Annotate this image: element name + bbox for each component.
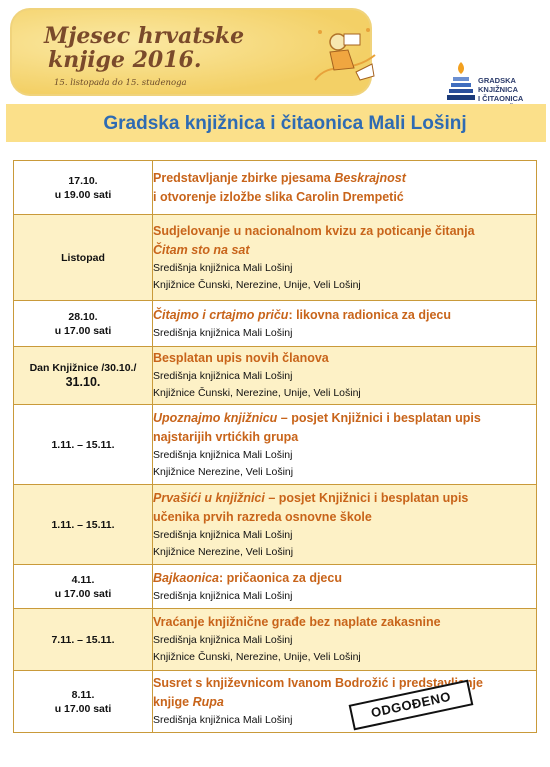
event-time: u 17.00 sati: [54, 702, 112, 715]
event-date-line2: 31.10.: [65, 375, 101, 389]
event-description: [153, 609, 537, 671]
event-date-line1: 1.11. – 15.11.: [51, 438, 115, 451]
event-date-line1: Listopad: [61, 251, 105, 264]
event-location: Knjižnice Nerezine, Veli Lošinj: [153, 465, 294, 478]
banner-subtitle: 15. listopada do 15. studenoga: [54, 78, 187, 88]
event-location: Središnja knjižnica Mali Lošinj: [153, 714, 293, 726]
logo-line1: GRADSKA KNJIŽNICA: [478, 76, 519, 94]
event-title: [153, 409, 536, 428]
table-row: [14, 215, 537, 301]
event-date: [14, 347, 153, 405]
event-date-line1: 28.10.: [68, 310, 98, 323]
event-date: [14, 671, 153, 733]
event-title-text: Predstavljanje zbirke pjesama: [153, 170, 335, 185]
table-row: [14, 301, 537, 347]
event-description: [153, 161, 537, 215]
event-title: [153, 489, 536, 508]
event-title-italic: Čitam sto na sat: [153, 242, 250, 257]
table-row: [14, 609, 537, 671]
banner-title-line2: knjige 2016.: [48, 47, 202, 73]
event-title-italic: Čitajmo i crtajmo priču: [153, 307, 289, 322]
event-title-line2: [153, 693, 536, 712]
banner-title: [44, 24, 244, 72]
event-date-line1: 8.11.: [71, 688, 95, 701]
event-title-line2: [153, 241, 536, 260]
event-title-line2: učenika prvih razreda osnovne škole: [153, 509, 372, 524]
event-description: [153, 485, 537, 565]
event-location: Knjižnice Nerezine, Veli Lošinj: [153, 545, 294, 558]
event-location: Knjižnice Čunski, Nerezine, Unije, Veli Lošinj: [153, 651, 361, 663]
event-time: u 17.00 sati: [54, 587, 112, 600]
library-title: Gradska knjižnica i čitaonica Mali Lošinj: [103, 113, 467, 134]
event-schedule-table: [13, 160, 537, 733]
event-date: [14, 485, 153, 565]
event-title-text: : pričaonica za djecu: [219, 570, 342, 585]
event-date: [14, 161, 153, 215]
table-row: [14, 565, 537, 609]
table-row: [14, 405, 537, 485]
event-location: Središnja knjižnica Mali Lošinj: [153, 528, 293, 541]
event-title-italic: Bajkaonica: [153, 570, 220, 585]
event-title: Vraćanje knjižnične građe bez naplate zakasnine: [153, 615, 441, 629]
event-title-text: : likovna radionica za djecu: [288, 307, 452, 322]
event-title: Besplatan upis novih članova: [153, 351, 329, 365]
event-location: Središnja knjižnica Mali Lošinj: [153, 261, 293, 274]
banner-title-line1: Mjesec hrvatske: [44, 23, 245, 49]
event-title-text: knjige: [153, 695, 193, 709]
event-date-line1: 7.11. – 15.11.: [51, 633, 115, 646]
event-description: [153, 671, 537, 733]
library-logo-icon: [446, 60, 476, 106]
event-title: [153, 569, 536, 588]
table-row: [14, 161, 537, 215]
event-title-italic: Upoznajmo knjižnicu: [153, 410, 278, 425]
event-title: [153, 306, 536, 325]
event-date: [14, 565, 153, 609]
event-title: [153, 169, 536, 188]
event-title-line2: najstarijih vrtićkih grupa: [153, 429, 299, 444]
event-date-line1: Dan Knjižnice /30.10./: [29, 362, 137, 374]
event-date: [14, 301, 153, 347]
postponed-stamp: ODGOĐENO: [349, 680, 474, 731]
event-title-italic: Rupa: [192, 695, 224, 709]
event-time: u 19.00 sati: [54, 188, 112, 201]
event-location: Knjižnice Čunski, Nerezine, Unije, Veli Lošinj: [153, 278, 361, 291]
month-of-croatian-book-banner: [10, 8, 372, 96]
event-date-line1: 17.10.: [68, 174, 98, 187]
event-title-italic: Beskrajnost: [334, 170, 406, 185]
event-description: [153, 347, 537, 405]
reading-figure-illustration: [310, 20, 380, 90]
event-location: Središnja knjižnica Mali Lošinj: [153, 326, 293, 339]
event-description: [153, 301, 537, 347]
table-row: [14, 347, 537, 405]
event-location: Knjižnice Čunski, Nerezine, Unije, Veli Lošinj: [153, 387, 361, 399]
event-date: [14, 609, 153, 671]
event-location: Središnja knjižnica Mali Lošinj: [153, 589, 293, 602]
event-location: Središnja knjižnica Mali Lošinj: [153, 370, 293, 382]
library-title-bar: [6, 104, 546, 142]
event-location: Središnja knjižnica Mali Lošinj: [153, 448, 293, 461]
event-location: Središnja knjižnica Mali Lošinj: [153, 634, 293, 646]
event-title: Susret s književnicom Ivanom Bodrožić i predstavljanje: [153, 676, 483, 690]
event-description: [153, 405, 537, 485]
event-date: [14, 405, 153, 485]
event-time: u 17.00 sati: [54, 324, 112, 337]
event-date-line1: 1.11. – 15.11.: [51, 518, 115, 531]
event-title: Sudjelovanje u nacionalnom kvizu za poticanje čitanja: [153, 223, 475, 238]
table-row: [14, 485, 537, 565]
event-title-text: – posjet Knjižnici i besplatan upis: [277, 410, 481, 425]
event-description: [153, 565, 537, 609]
event-title-line2: i otvorenje izložbe slika Carolin Drempetić: [153, 189, 404, 204]
event-title-italic: Prvašići u knjižnici: [153, 490, 265, 505]
event-date-line1: 4.11.: [71, 573, 95, 586]
event-description: [153, 215, 537, 301]
event-title-text: – posjet Knjižnici i besplatan upis: [264, 490, 469, 505]
event-date: [14, 215, 153, 301]
logo-line2: I ČITAONICA: [478, 94, 524, 103]
